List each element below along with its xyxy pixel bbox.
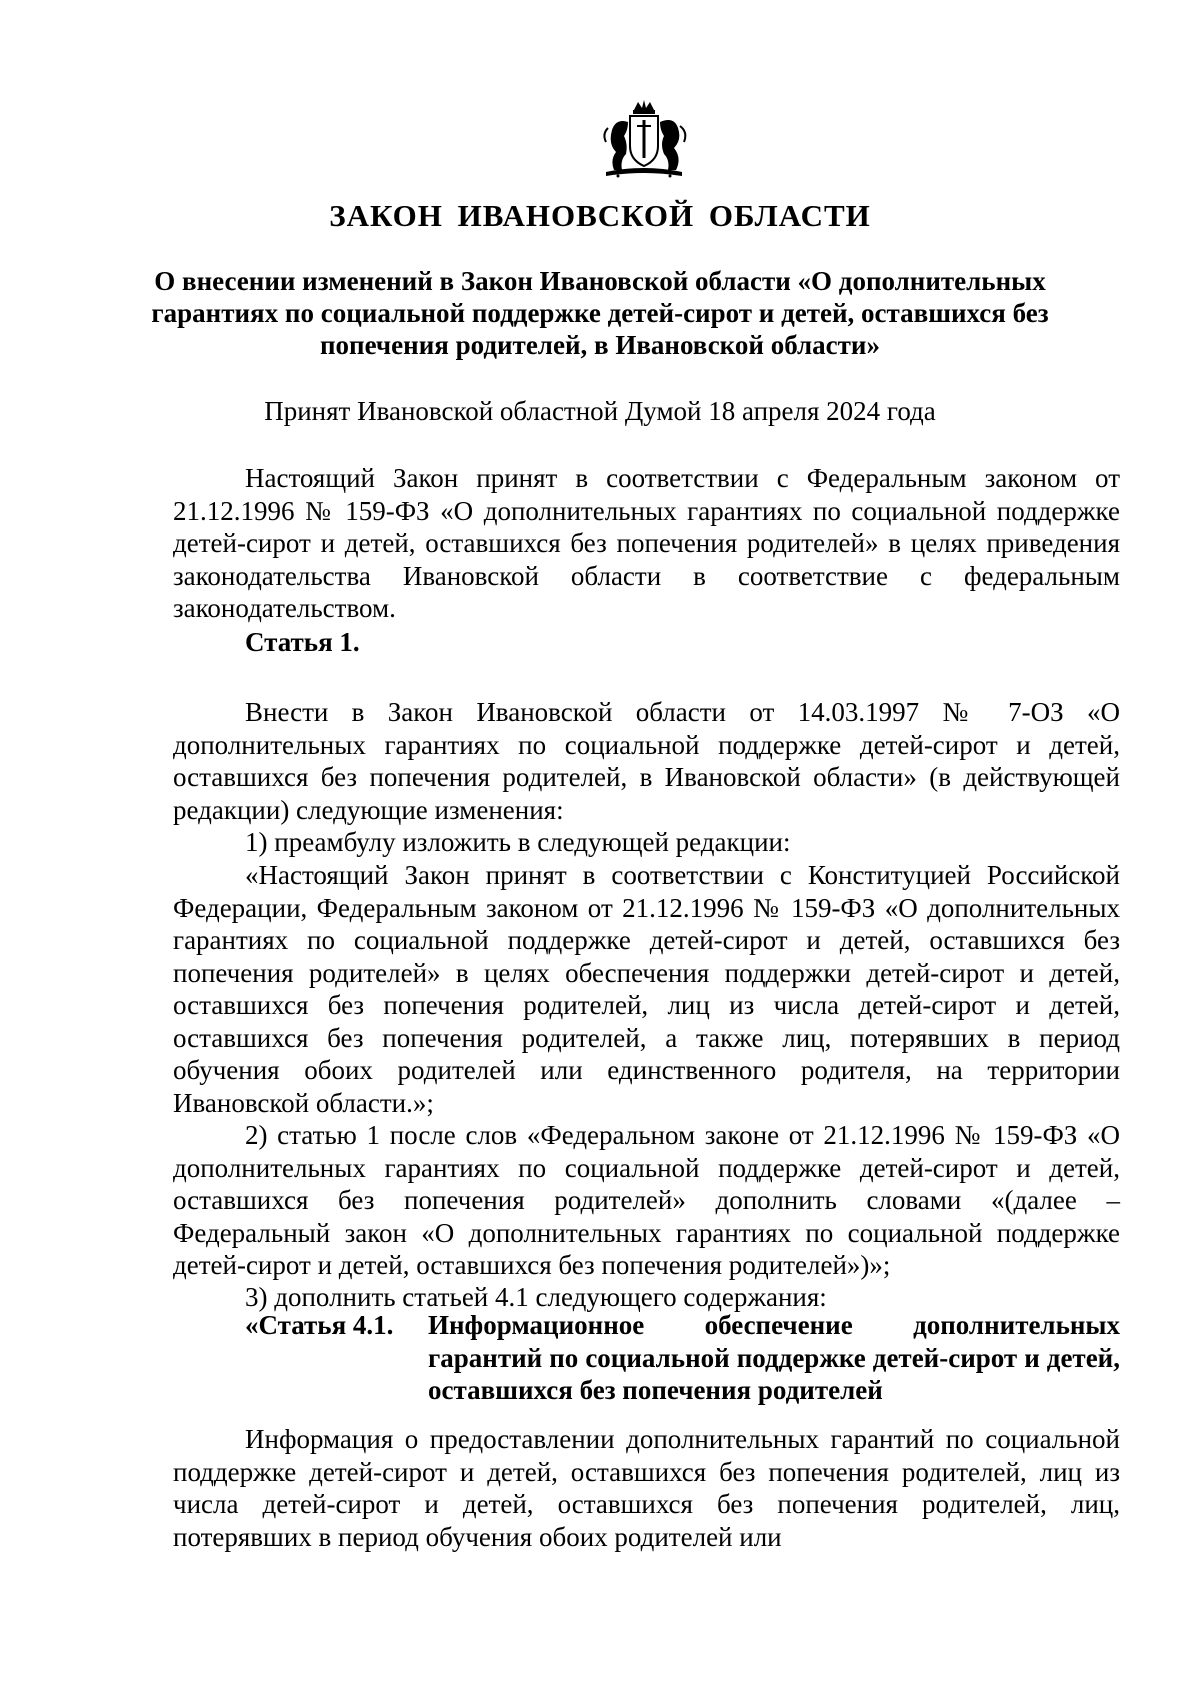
item-3: 3) дополнить статьей 4.1 следующего содержания: [245,1282,827,1312]
adoption-note: Принят Ивановской областной Думой 18 апреля 2024 года [264,396,936,426]
article-1-heading: Статья 1. [245,627,360,657]
item-1-quote: «Настоящий Закон принят в соответствии с Конституцией Российской Федерации, Федеральным законом от 21.12.1996 № 159-ФЗ «О дополнительных гарантиях по социальной поддержке детей-сирот и детей, оставшихся без попечения родителей» в целях обеспечения поддержки детей-сирот и детей, оставшихся без попечения родителей, лиц из числа детей-сирот и детей, оставшихся без попечения родителей, а также лиц, потерявших в период обучения обоих родителей или единственного родителя, на территории Ивановской области.»; [173,860,1120,1118]
article-1-intro: Внести в Закон Ивановской области от 14.03.1997 № 7-ОЗ «О дополнительных гарантиях по социальной поддержке детей-сирот и детей, оставшихся без попечения родителей, в Ивановской области» (в действующей редакции) следующие изменения: [173,697,1120,825]
preamble-paragraph: Настоящий Закон принят в соответствии с Федеральным законом от 21.12.1996 № 159-ФЗ «О дополнительных гарантиях по социальной поддержке детей-сирот и детей, оставшихся без попечения родителей» в целях приведения законодательства Ивановской области в соответствие с федеральным законодательством. [173,463,1120,623]
item-1: 1) преамбулу изложить в следующей редакции: [245,827,791,857]
article-4-1-number: «Статья 4.1. [245,1310,394,1340]
item-2: 2) статью 1 после слов «Федеральном законе от 21.12.1996 № 159-ФЗ «О дополнительных гарантиях по социальной поддержке детей-сирот и детей, оставшихся без попечения родителей» дополнить словами «(далее – Федеральный закон «О дополнительных гарантиях по социальной поддержке детей-сирот и детей, оставшихся без попечения родителей»)»; [173,1120,1120,1280]
coat-of-arms-emblem-icon [598,100,690,180]
article-4-1-title: Информационное обеспечение дополнительных гарантий по социальной поддержке детей-сирот и детей, оставшихся без попечения родителей [428,1310,1120,1405]
article-4-1-text: Информация о предоставлении дополнительных гарантий по социальной поддержке детей-сирот и детей, оставшихся без попечения родителей, лиц из числа детей-сирот и детей, оставшихся без попечения родителей, лиц, потерявших в период обучения обоих родителей или [173,1424,1120,1552]
law-subtitle: О внесении изменений в Закон Ивановской области «О дополнительных гарантиях по социальной поддержке детей-сирот и детей, оставшихся без попечения родителей, в Ивановской области» [151,266,1049,360]
law-title: ЗАКОН ИВАНОВСКОЙ ОБЛАСТИ [329,198,871,233]
